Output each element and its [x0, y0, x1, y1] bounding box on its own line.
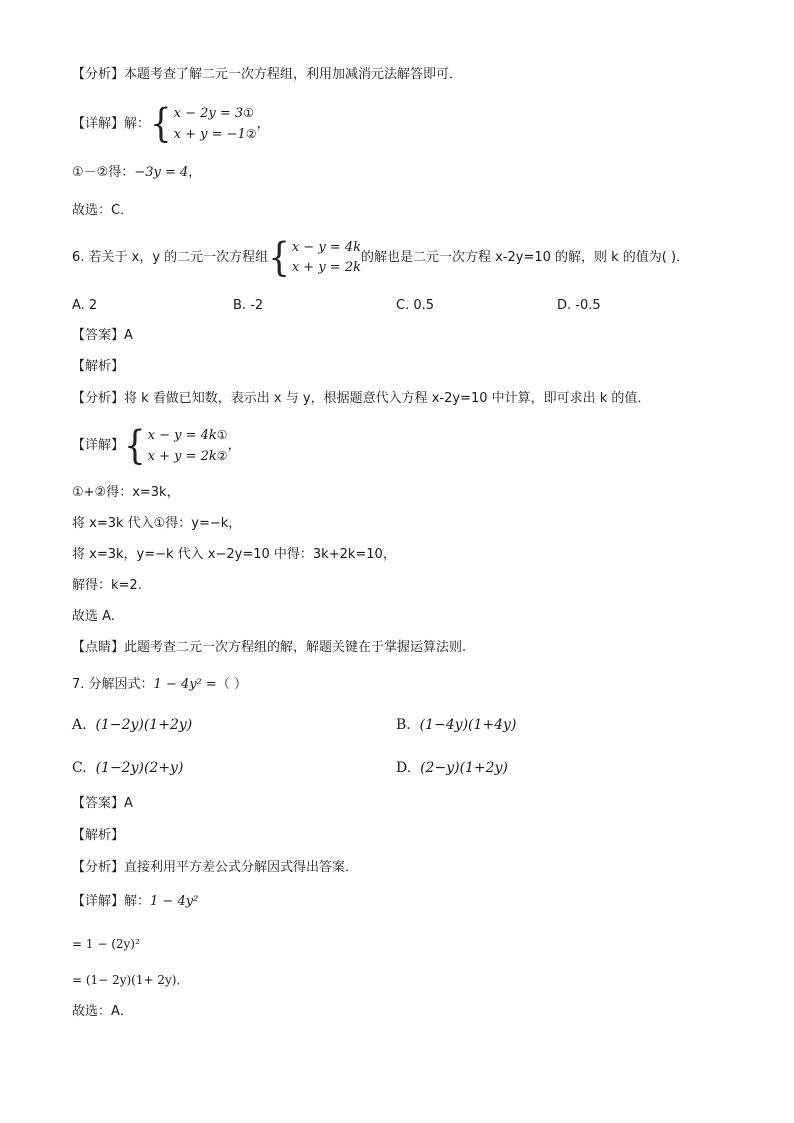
q7-option-c: C. (1−2y)(2+y)	[72, 760, 184, 776]
analysis-line: 【分析】本题考查了解二元一次方程组，利用加减消元法解答即可．	[72, 67, 463, 82]
subtract-line: ①－②得：−3y = 4，	[72, 165, 202, 180]
detail-label: 【详解】解：	[72, 116, 151, 132]
q6-step-4: 解得：k=2.	[72, 578, 142, 593]
q6-step-1: ①+②得：x=3k，	[72, 485, 180, 500]
question-6-system: { x − y = 4k x + y = 2k	[268, 234, 361, 281]
q6-detail-system: { x − y = 4k① x + y = 2k②	[124, 422, 228, 469]
q7-answer: 【答案】A	[72, 796, 133, 811]
q7-option-a: A. (1−2y)(1+2y)	[72, 717, 193, 733]
q7-step-2: = (1− 2y)(1+ 2y)．	[72, 973, 189, 987]
q6-option-d: D. -0.5	[557, 298, 601, 313]
q6-step-5: 故选 A.	[72, 609, 115, 624]
q6-option-b: B. -2	[233, 298, 264, 313]
question-7: 7. 分解因式：1 − 4y² =（ ）	[72, 677, 247, 692]
q6-option-a: A. 2	[72, 298, 98, 313]
q6-comment: 【点睛】此题考查二元一次方程组的解，解题关键在于掌握运算法则.	[72, 640, 467, 655]
q7-choose: 故选：A．	[72, 1004, 133, 1019]
q6-analysis: 【分析】将 k 看做已知数，表示出 x 与 y，根据题意代入方程 x-2y=10 中计算，即可求出 k 的值．	[72, 391, 651, 406]
q7-option-d: D. (2−y)(1+2y)	[396, 760, 508, 776]
q7-jiexi: 【解析】	[72, 828, 125, 843]
q6-option-c: C. 0.5	[396, 298, 435, 313]
q7-analysis: 【分析】直接利用平方差公式分解因式得出答案．	[72, 860, 359, 875]
q7-detail: 【详解】解：1 − 4y²	[72, 894, 199, 909]
q6-answer: 【答案】A	[72, 328, 133, 343]
equation-system: { x − 2y = 3① x + y = −1②	[150, 101, 257, 147]
q6-detail: 【详解】 { x − y = 4k① x + y = 2k② ，	[72, 422, 241, 469]
q6-step-3: 将 x=3k，y=−k 代入 x−2y=10 中得：3k+2k=10，	[72, 547, 396, 562]
choose-line: 故选：C．	[72, 203, 134, 218]
question-6: 6. 若关于 x，y 的二元一次方程组 { x − y = 4k x + y = 2k 的解也是二元一次方程 x-2y=10 的解，则 k 的值为( )．	[72, 234, 690, 281]
detail-line: 【详解】解： { x − 2y = 3① x + y = −1② ，	[72, 101, 270, 147]
q6-step-2: 将 x=3k 代入①得：y=−k，	[72, 516, 242, 531]
q7-step-1: = 1 − (2y)²	[72, 937, 140, 951]
q6-jiexi: 【解析】	[72, 359, 125, 374]
q7-option-b: B. (1−4y)(1+4y)	[396, 717, 517, 733]
